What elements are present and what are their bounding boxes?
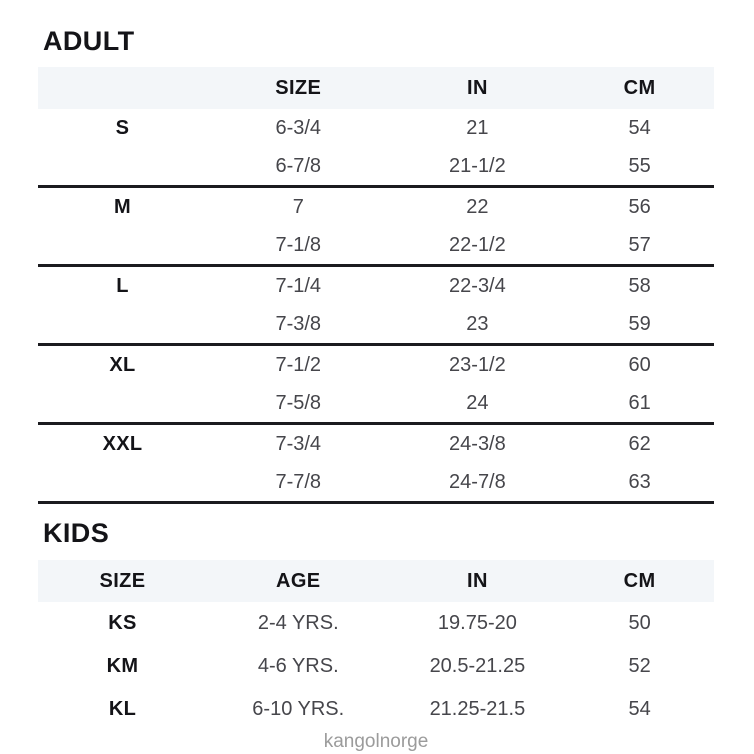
size-label-cell: KS: [108, 612, 137, 634]
size-label-cell: L: [116, 274, 129, 297]
table-row: [38, 305, 714, 345]
size-group-xxl: [38, 424, 714, 503]
value-cell: 21.25-21.5: [429, 698, 526, 720]
table-row: [38, 424, 714, 464]
size-label-cell: XXL: [102, 432, 143, 455]
value-cell: 58: [628, 274, 651, 297]
table-row: [38, 688, 714, 731]
value-cell: 7-1/8: [275, 233, 322, 256]
value-cell: 56: [628, 195, 651, 218]
size-label-cell: XL: [109, 353, 136, 376]
value-cell: 54: [628, 116, 651, 139]
brand-watermark: kangolnorge: [323, 731, 429, 752]
size-label-cell: [38, 384, 207, 424]
table-row: [38, 147, 714, 187]
column-header: AGE: [207, 560, 390, 602]
value-cell: 7-3/4: [275, 432, 322, 455]
size-label-cell: [38, 147, 207, 187]
column-header: CM: [565, 560, 714, 602]
size-group-m: [38, 187, 714, 266]
value-cell: 24: [466, 391, 489, 414]
value-cell: 7-1/2: [275, 353, 322, 376]
value-cell: 57: [628, 233, 651, 256]
value-cell: 24-3/8: [449, 432, 506, 455]
value-cell: 23-1/2: [449, 353, 506, 376]
column-header: IN: [390, 560, 566, 602]
column-header: IN: [390, 67, 566, 109]
column-header: SIZE: [207, 67, 390, 109]
value-cell: 61: [628, 391, 651, 414]
table-row: [38, 266, 714, 306]
table-row: [38, 463, 714, 503]
value-cell: 22-3/4: [449, 274, 506, 297]
table-row: [38, 187, 714, 227]
value-cell: 4-6 YRS.: [257, 655, 339, 677]
value-cell: 7-1/4: [275, 274, 322, 297]
size-group-l: [38, 266, 714, 345]
value-cell: 7-5/8: [275, 391, 322, 414]
value-cell: 7-7/8: [275, 470, 322, 493]
size-label-cell: S: [115, 116, 130, 139]
value-cell: 20.5-21.25: [429, 655, 526, 677]
kids-size-table: [38, 560, 714, 731]
size-label-cell: M: [114, 195, 131, 218]
kids-section-title: KIDS: [43, 518, 110, 548]
value-cell: 50: [628, 612, 651, 634]
table-row: [38, 345, 714, 385]
size-label-cell: [38, 463, 207, 503]
value-cell: 22: [466, 195, 489, 218]
value-cell: 7-3/8: [275, 312, 322, 335]
column-header: CM: [565, 67, 714, 109]
value-cell: 60: [628, 353, 651, 376]
size-label-cell: KM: [106, 655, 139, 677]
value-cell: 6-10 YRS.: [252, 698, 345, 720]
value-cell: 2-4 YRS.: [257, 612, 339, 634]
adult-table-header: [38, 67, 714, 109]
value-cell: 24-7/8: [449, 470, 506, 493]
kids-table-body: [38, 602, 714, 731]
size-label-cell: [38, 226, 207, 266]
column-header: [38, 67, 207, 109]
table-row: [38, 602, 714, 645]
value-cell: 21-1/2: [449, 154, 506, 177]
value-cell: 22-1/2: [449, 233, 506, 256]
kids-table-header: [38, 560, 714, 602]
size-chart-page: [38, 0, 714, 752]
size-group-xl: [38, 345, 714, 424]
value-cell: 63: [628, 470, 651, 493]
table-row: [38, 226, 714, 266]
value-cell: 6-7/8: [275, 154, 322, 177]
value-cell: 54: [628, 698, 651, 720]
table-row: [38, 645, 714, 688]
value-cell: 19.75-20: [437, 612, 517, 634]
column-header: SIZE: [38, 560, 207, 602]
value-cell: 6-3/4: [275, 116, 322, 139]
size-label-cell: [38, 305, 207, 345]
value-cell: 55: [628, 154, 651, 177]
adult-size-table: [38, 67, 714, 504]
value-cell: 7: [292, 195, 304, 218]
value-cell: 59: [628, 312, 651, 335]
value-cell: 52: [628, 655, 651, 677]
kids-header-row: [38, 560, 714, 602]
value-cell: 62: [628, 432, 651, 455]
size-group-s: [38, 109, 714, 187]
value-cell: 21: [466, 116, 489, 139]
size-label-cell: KL: [108, 698, 137, 720]
value-cell: 23: [466, 312, 489, 335]
table-row: [38, 384, 714, 424]
adult-header-row: [38, 67, 714, 109]
adult-section-title: ADULT: [43, 26, 135, 56]
table-row: [38, 109, 714, 147]
